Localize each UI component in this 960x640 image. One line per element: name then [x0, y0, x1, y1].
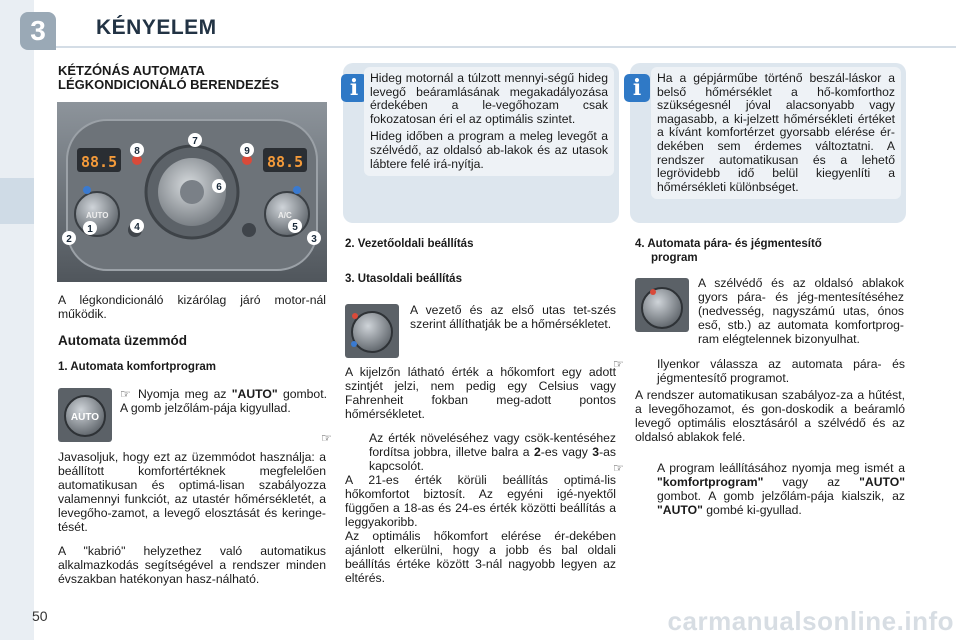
heading-passenger-setting: 3. Utasoldali beállítás [345, 273, 462, 285]
center-dial-hub [180, 180, 204, 204]
chapter-number-badge [20, 12, 56, 50]
demist-select-text: Ilyenkor válassza az automata pára- és jégmentesítő programot. [657, 357, 905, 385]
auto-button-photo [58, 388, 112, 442]
auto-instruction-bold: "AUTO" [231, 387, 278, 401]
demist-stop-b2: "AUTO" [859, 475, 905, 489]
demist-stop-mid2: gombot. A gomb jelzőlám-pája kialszik, az [657, 489, 905, 503]
ac-label: A/C [278, 211, 292, 220]
demist-stop-mid: vagy az [763, 475, 860, 489]
right-display-value: 88.5 [267, 153, 304, 171]
demist-button-illustration [635, 278, 689, 332]
demist-button-photo [635, 278, 689, 332]
pointing-hand-icon: ☞ [120, 387, 131, 401]
info-cold-engine-p2: Hideg időben a program a meleg levegőt a szélvédő, az oldalsó ab-lakok és az utasok lábtere felé irá-nyítja. [370, 129, 608, 171]
header-divider [56, 46, 956, 48]
callout-8: 8 [134, 146, 140, 157]
auto-button-label: AUTO [70, 412, 100, 423]
info-temperature-p1: Ha a gépjárműbe történő beszál-láskor a belső hőmérséklet a hő-komforthoz szükségesnél jóval alacsonyabb vagy magasabb, a ki-jelzett hőmérsékleti értéket a kívánt komfortérzet gyorsabb elérése ér-dekében sem érdemes változtatni. A rendszer automatikusan és a lehető legrövidebb idő belül kiegyenlíti a hőmérsékleti különbséget. [657, 71, 895, 194]
demist-select-instruction [613, 357, 905, 385]
callout-1: 1 [87, 224, 93, 235]
demist-stop-post: gombé ki-gyullad. [702, 503, 802, 517]
demist-stop-pre: A program leállításához nyomja meg ismét a [657, 461, 905, 475]
callout-4: 4 [134, 222, 140, 233]
chapter-title: KÉNYELEM [96, 16, 217, 39]
chapter-tab-marker [0, 178, 34, 224]
left-display-value: 88.5 [81, 153, 118, 171]
heading-demist-program [635, 237, 905, 265]
watermark: carmanualsonline.info [667, 606, 954, 636]
blue-indicator [293, 186, 301, 194]
heading-demist-line1: 4. Automata pára- és jégmentesítő [635, 238, 822, 250]
info-box-cold-engine-text [364, 67, 614, 176]
info-icon: i [341, 74, 367, 102]
intro-text: A légkondicionáló kizárólag járó motor-nál működik. [58, 293, 326, 321]
page-number: 50 [32, 608, 48, 624]
info-cold-engine-p1: Hideg motornál a túlzott mennyi-ségű hideg levegő beáramlásának megakadályozása érdekében a le-vegőhozam csak fokozatosan éri el az optimális szintet. [370, 71, 608, 126]
panel-small-button[interactable] [242, 223, 256, 237]
demist-description: A szélvédő és az oldalsó ablakok gyors pára- és jég-mentesítéséhez (nedvesség, nagyszámú utas, ónos eső, stb.) az automata komfortprog-ram elégtelennek bizonyulhat. [698, 276, 904, 346]
callout-9: 9 [244, 146, 250, 157]
heading-demist-line2: program [651, 252, 698, 264]
difference-paragraph: Az optimális hőkomfort elérése ér-dekében ajánlott elkerülni, hogy a jobb és bal oldali beállítás értéke között 3-nál nagyobb legyen az eltérés. [345, 529, 616, 585]
demist-stop-b3: "AUTO" [657, 503, 703, 517]
demist-stop-instruction [613, 461, 905, 517]
callout-3: 3 [311, 234, 317, 245]
climate-panel-illustration [57, 102, 327, 282]
chapter-number: 3 [30, 15, 46, 46]
demist-system-paragraph: A rendszer automatikusan szabályoz-za a hűtést, a levegőhozamot, és gon-doskodik a beáramló levegő optimális elosztásáról a szélvédő és az oldalsó ablakok felé. [635, 388, 905, 444]
temp-knob-photo [345, 304, 399, 358]
info-box-temperature-text [651, 67, 901, 199]
knob-turn-b2: 3 [592, 445, 600, 459]
auto-button-illustration [58, 388, 112, 442]
blue-indicator [83, 186, 91, 194]
optimal-value-paragraph: A 21-es érték körüli beállítás optimá-lis hőkomfortot biztosít. Az egyéni igé-nyektől függően a 18-as és 24-es érték közötti beállítás a leggyakoribb. [345, 473, 616, 529]
section-title [58, 64, 279, 92]
left-auto-label: AUTO [86, 211, 109, 220]
section-title-line2: LÉGKONDICIONÁLÓ BERENDEZÉS [58, 77, 280, 92]
auto-instruction-pre: Nyomja meg az [138, 387, 232, 401]
automatic-mode-heading: Automata üzemmód [58, 333, 188, 348]
knob-turn-instruction [321, 431, 616, 473]
auto-instruction [120, 387, 327, 415]
pointing-hand-icon: ☞ [613, 461, 624, 475]
callout-7: 7 [192, 136, 198, 147]
page-margin-strip [0, 0, 34, 640]
display-value-paragraph: A kijelzőn látható érték a hőkomfort egy adott szintjét jelzi, nem pedig egy Celsius vagy Fahrenheit fokban meg-adott pontos hőmérsékletet. [345, 365, 616, 421]
pointing-hand-icon: ☞ [613, 357, 624, 371]
knob-turn-mid: -es vagy [540, 445, 593, 459]
cabrio-paragraph: A "kabrió" helyzethez való automatikus alkalmazkodás segítségével a rendszer minden évszakban hatékonyan hasz-nálható. [58, 544, 326, 586]
temperature-adjust-text: A vezető és az első utas tet-szés szerint állíthatják be a hőmérsékletet. [410, 303, 616, 331]
heading-driver-setting: 2. Vezetőoldali beállítás [345, 238, 474, 250]
temp-knob-illustration [345, 304, 399, 358]
auto-instruction-post: gombot. A gomb jelzőlám-pája kigyullad. [120, 387, 327, 415]
pointing-hand-icon: ☞ [321, 431, 332, 445]
info-icon: i [624, 74, 650, 102]
knob-turn-pre: Az érték növeléséhez vagy csök-kentéséhez fordítsa jobbra, illetve balra a [369, 431, 616, 459]
callout-6: 6 [216, 182, 222, 193]
demist-stop-b1: "komfortprogram" [657, 475, 764, 489]
knob-turn-post: -as kapcsolót. [369, 445, 616, 473]
section-title-line1: KÉTZÓNÁS AUTOMATA [58, 63, 205, 78]
auto-mode-paragraph: Javasoljuk, hogy ezt az üzemmódot használja: a beállított komfortértéknek megfelelően automatikusan és optimá-lisan szabályozza valamennyi funkciót, az utastér hőmérsékletét, a levegőho-zamot, a levegő elosztását és keringe-tését. [58, 450, 326, 534]
knob-turn-b1: 2 [534, 445, 541, 459]
callout-5: 5 [292, 222, 298, 233]
callout-2: 2 [66, 234, 72, 245]
climate-panel-photo [57, 102, 327, 282]
heading-comfort-program: 1. Automata komfortprogram [58, 361, 217, 373]
